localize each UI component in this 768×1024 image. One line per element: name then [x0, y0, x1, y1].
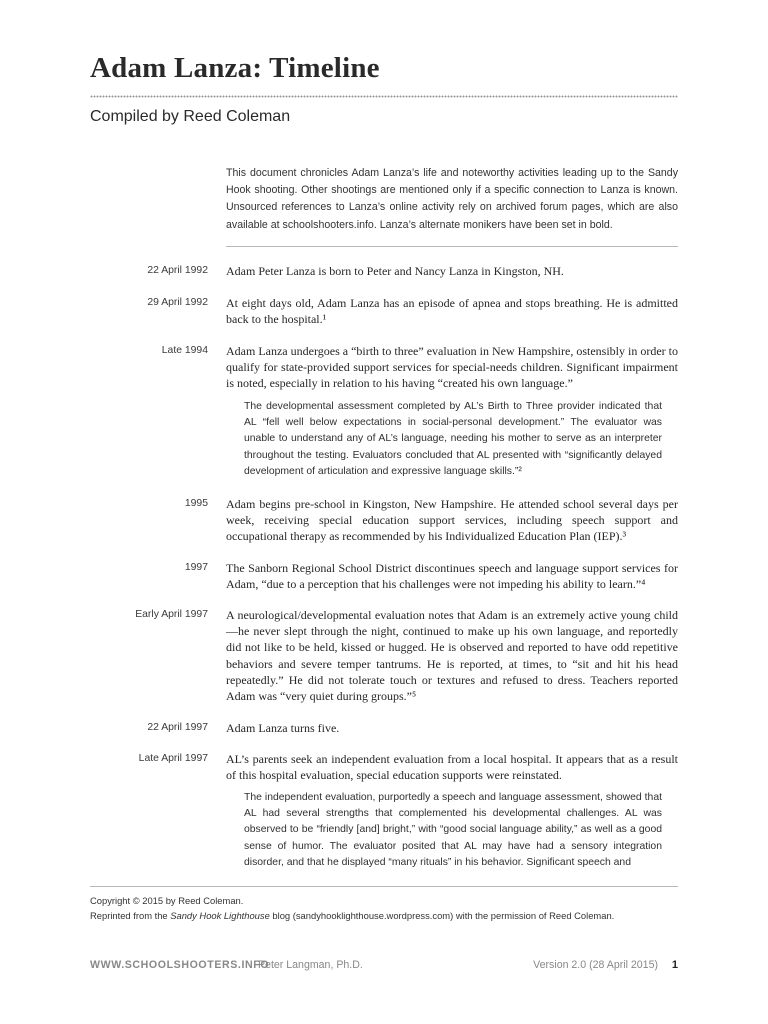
version-label: Version 2.0 (28 April 2015)	[533, 959, 658, 971]
footer-divider	[90, 886, 678, 887]
entry-date: Early April 1997	[135, 609, 208, 620]
intro-paragraph: This document chronicles Adam Lanza’s life and noteworthy activities leading up to the Sandy Hook shooting. Other shootings are mentioned only if a specific connection to Lanza is known. Unsourced references to Lanza’s online activity rely on archived forum pages, which are also available at schoolshooters.info. Lanza’s alternate monikers have been set in bold.	[226, 167, 678, 231]
entry-text: A neurological/developmental evaluation notes that Adam is an extremely active young child—he never slept through the night, continued to make up his own language, and reportedly did not like to be held, kissed or hugged. He is observed and reported to have odd repetitive behaviors and severe temper tantrums. He is reported, at times, to “sit and hit his head repeatedly.” He did not tolerate touch or textures and refused to dress. Teachers reported Adam was “very quiet during groups.”⁵	[226, 608, 678, 704]
intro-divider	[226, 246, 678, 247]
entry-text: Adam Lanza turns five.	[226, 721, 340, 735]
entry-date: 22 April 1997	[147, 722, 208, 733]
author-name: Peter Langman, Ph.D.	[258, 959, 363, 971]
entry-date: 1995	[184, 498, 208, 509]
reprint-text-start: Reprinted from the	[90, 910, 171, 921]
entry-text: At eight days old, Adam Lanza has an episode of apnea and stops breathing. He is admitted back to the hospital.¹	[226, 296, 678, 327]
entry-date: Late 1994	[161, 345, 208, 356]
document-title: Adam Lanza: Timeline	[90, 52, 380, 84]
entry-text: AL’s parents seek an independent evaluation from a local hospital. It appears that as a result of this hospital evaluation, special education supports were reinstated.	[226, 752, 678, 783]
entry-date: 22 April 1992	[147, 265, 208, 276]
copyright-notice: Copyright © 2015 by Reed Coleman.	[90, 895, 244, 906]
entry-date: 29 April 1992	[147, 297, 208, 308]
entry-text: The Sanborn Regional School District discontinues speech and language support services for Adam, “due to a perception that his challenges were not impeding his ability to learn.”⁴	[226, 561, 678, 592]
entry-text: Adam Lanza undergoes a “birth to three” evaluation in New Hampshire, ostensibly in order to qualify for state-provided support services for special-needs children. Significant impairment is noted, especially in relation to his having “created his own language.”	[226, 344, 678, 391]
site-link[interactable]: WWW.SCHOOLSHOOTERS.INFO	[90, 959, 270, 971]
entry-text: Adam Peter Lanza is born to Peter and Nancy Lanza in Kingston, NH.	[226, 264, 564, 278]
entry-text: Adam begins pre-school in Kingston, New Hampshire. He attended school several days per week, receiving special education support services, including speech support and occupational therapy as recommended by his Individualized Education Plan (IEP).³	[226, 497, 678, 544]
entry-date: Late April 1997	[138, 753, 208, 764]
reprint-text-end: blog (sandyhooklighthouse.wordpress.com) with the permission of Reed Coleman.	[269, 910, 615, 921]
block-quote: The independent evaluation, purportedly a speech and language assessment, showed that AL had several strengths that complemented his developmental challenges. AL was observed to be “friendly [and] bright,” with “good social language ability,” as well as a good sense of humor. The evaluator posited that AL may have had a sensory integration disorder, and that he displayed “many rituals” in his behavior. Significant speech and	[244, 792, 662, 868]
blog-title: Sandy Hook Lighthouse	[170, 910, 270, 921]
block-quote: The developmental assessment completed by AL’s Birth to Three provider indicated that AL “fell well below expectations in social-personal development.” The evaluator was unable to understand any of AL’s language, needing his mother to serve as an interpreter throughout the testing. Evaluators concluded that AL presented with “significantly delayed development of articulation and expressive language skills.”²	[244, 401, 662, 477]
block-quote-container	[244, 790, 662, 874]
entry-date: 1997	[184, 562, 208, 573]
reprint-notice	[90, 908, 678, 923]
page-number: 1	[671, 959, 678, 971]
document-subtitle: Compiled by Reed Coleman	[90, 108, 291, 125]
title-divider	[90, 95, 678, 98]
